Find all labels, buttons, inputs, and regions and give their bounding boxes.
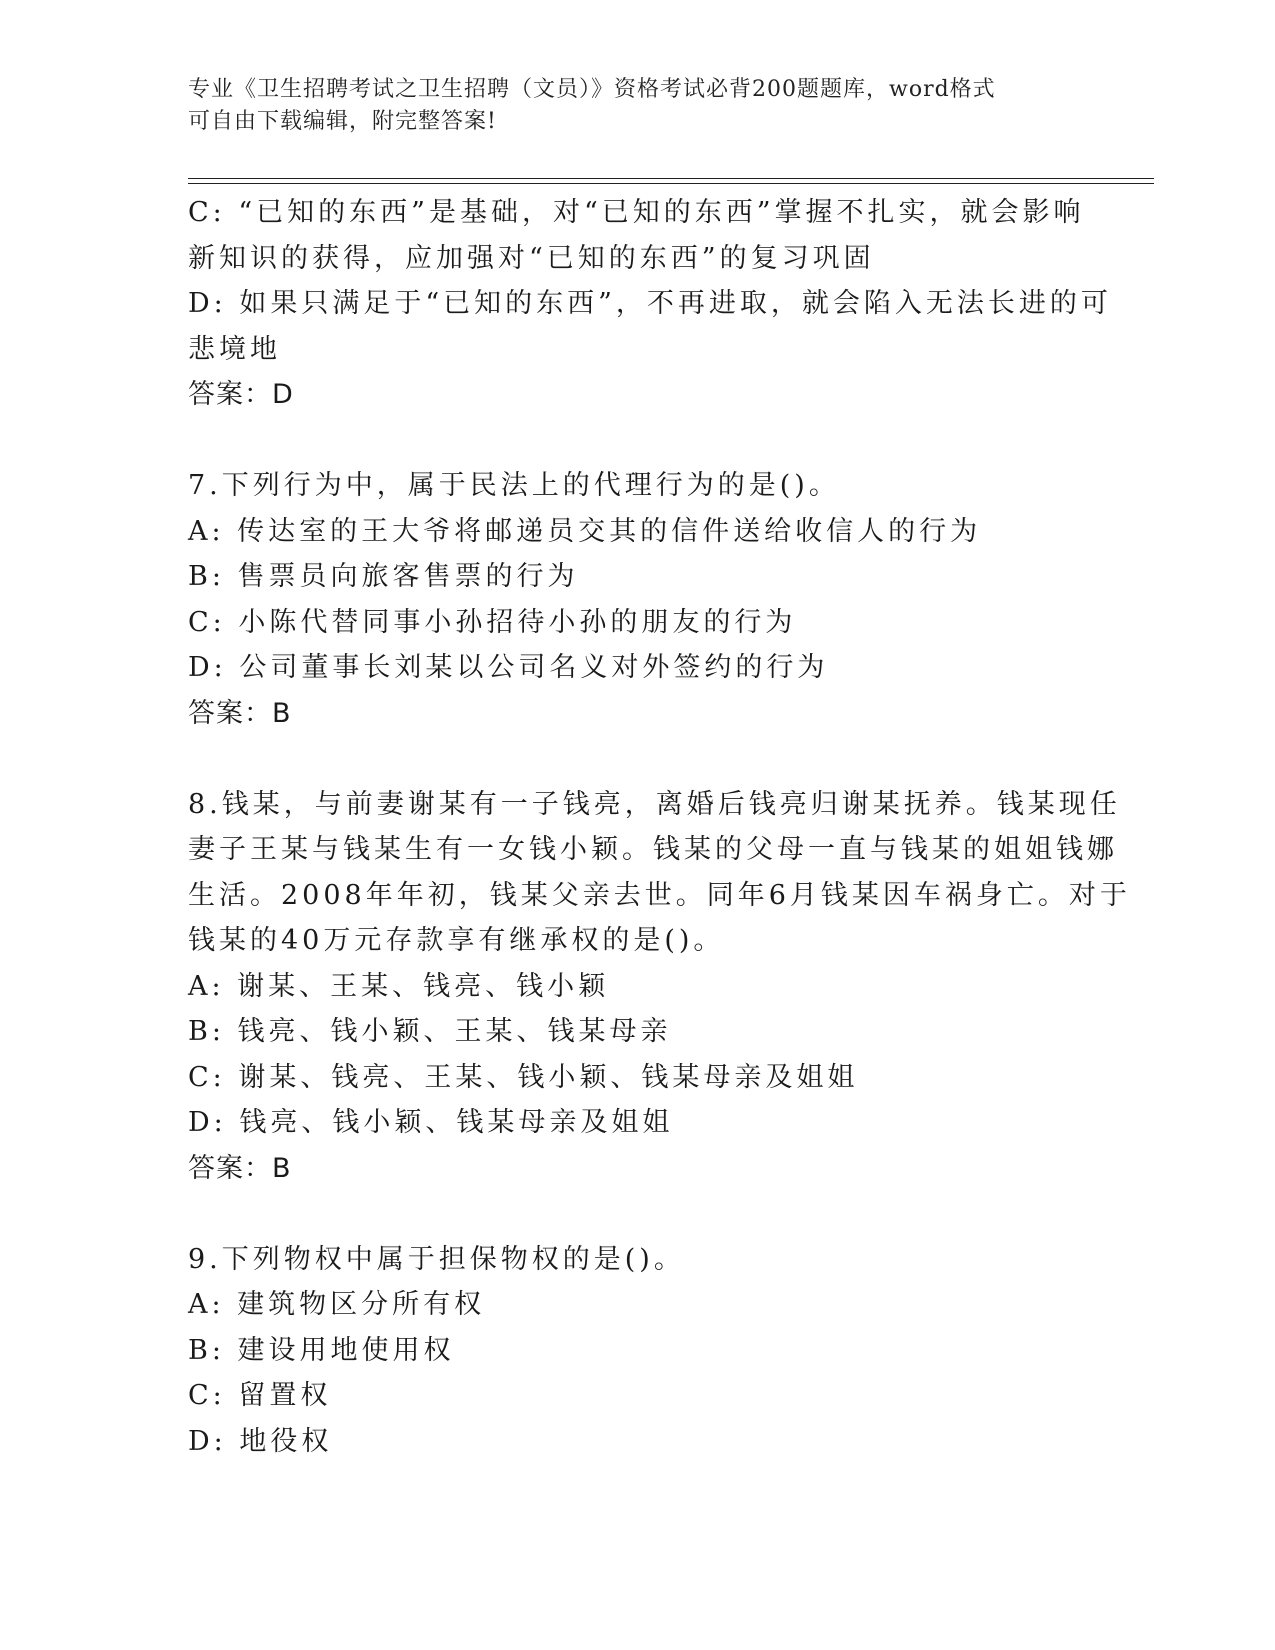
header-rule-top	[188, 178, 1154, 179]
option-d: D: 公司董事长刘某以公司名义对外签约的行为	[188, 652, 829, 683]
question-8-text-line-2: 妻子王某与钱某生有一女钱小颖。钱某的父母一直与钱某的姐姐钱娜	[188, 834, 1118, 865]
option-c-line-2: 新知识的获得，应加强对“已知的东西”的复习巩固	[188, 242, 875, 274]
option-b: B: 售票员向旅客售票的行为	[188, 561, 579, 592]
spacer	[188, 418, 1088, 464]
question-8-block	[188, 782, 1131, 1192]
prev-question-block	[188, 190, 1112, 418]
option-c: C: 留置权	[188, 1380, 332, 1411]
answer-label: 答案：B	[188, 1152, 292, 1184]
question-7-text: 7.下列行为中，属于民法上的代理行为的是()。	[188, 470, 840, 501]
option-d: D: 地役权	[188, 1425, 333, 1457]
question-8-text-line-1: 8.钱某，与前妻谢某有一子钱亮，离婚后钱亮归谢某抚养。钱某现任	[188, 788, 1121, 820]
question-9-block	[188, 1237, 1088, 1465]
option-d: D: 钱亮、钱小颖、钱某母亲及姐姐	[188, 1107, 674, 1138]
answer-label: 答案：D	[188, 379, 294, 410]
question-8-text-line-3: 生活。2008年年初，钱某父亲去世。同年6月钱某因车祸身亡。对于	[188, 879, 1131, 911]
option-c: C: 谢某、钱亮、王某、钱小颖、钱某母亲及姐姐	[188, 1061, 859, 1093]
question-9-text: 9.下列物权中属于担保物权的是()。	[188, 1243, 685, 1275]
option-a: A: 谢某、王某、钱亮、钱小颖	[188, 970, 610, 1002]
option-c-line-1: C: “已知的东西”是基础，对“已知的东西”掌握不扎实，就会影响	[188, 197, 1085, 228]
spacer	[188, 1191, 1088, 1237]
document-header	[188, 74, 1088, 138]
option-b: B: 钱亮、钱小颖、王某、钱某母亲	[188, 1016, 672, 1047]
question-7-block	[188, 463, 1088, 736]
header-rule-bottom	[188, 183, 1154, 184]
question-8-text-line-4: 钱某的40万元存款享有继承权的是()。	[188, 925, 725, 956]
option-a: A: 传达室的王大爷将邮递员交其的信件送给收信人的行为	[188, 515, 982, 547]
spacer	[188, 736, 1088, 782]
header-line-2: 可自由下载编辑，附完整答案!	[188, 109, 497, 134]
question-content	[188, 190, 1131, 1464]
option-b: B: 建设用地使用权	[188, 1334, 455, 1366]
option-d-line-1: D: 如果只满足于“已知的东西”，不再进取，就会陷入无法长进的可	[188, 288, 1112, 319]
option-a: A: 建筑物区分所有权	[188, 1289, 486, 1320]
option-c: C: 小陈代替同事小孙招待小孙的朋友的行为	[188, 606, 797, 638]
option-d-line-2: 悲境地	[188, 333, 281, 365]
header-line-1: 专业《卫生招聘考试之卫生招聘（文员）》资格考试必背200题题库，word格式	[188, 77, 996, 102]
answer-label: 答案：B	[188, 697, 292, 729]
